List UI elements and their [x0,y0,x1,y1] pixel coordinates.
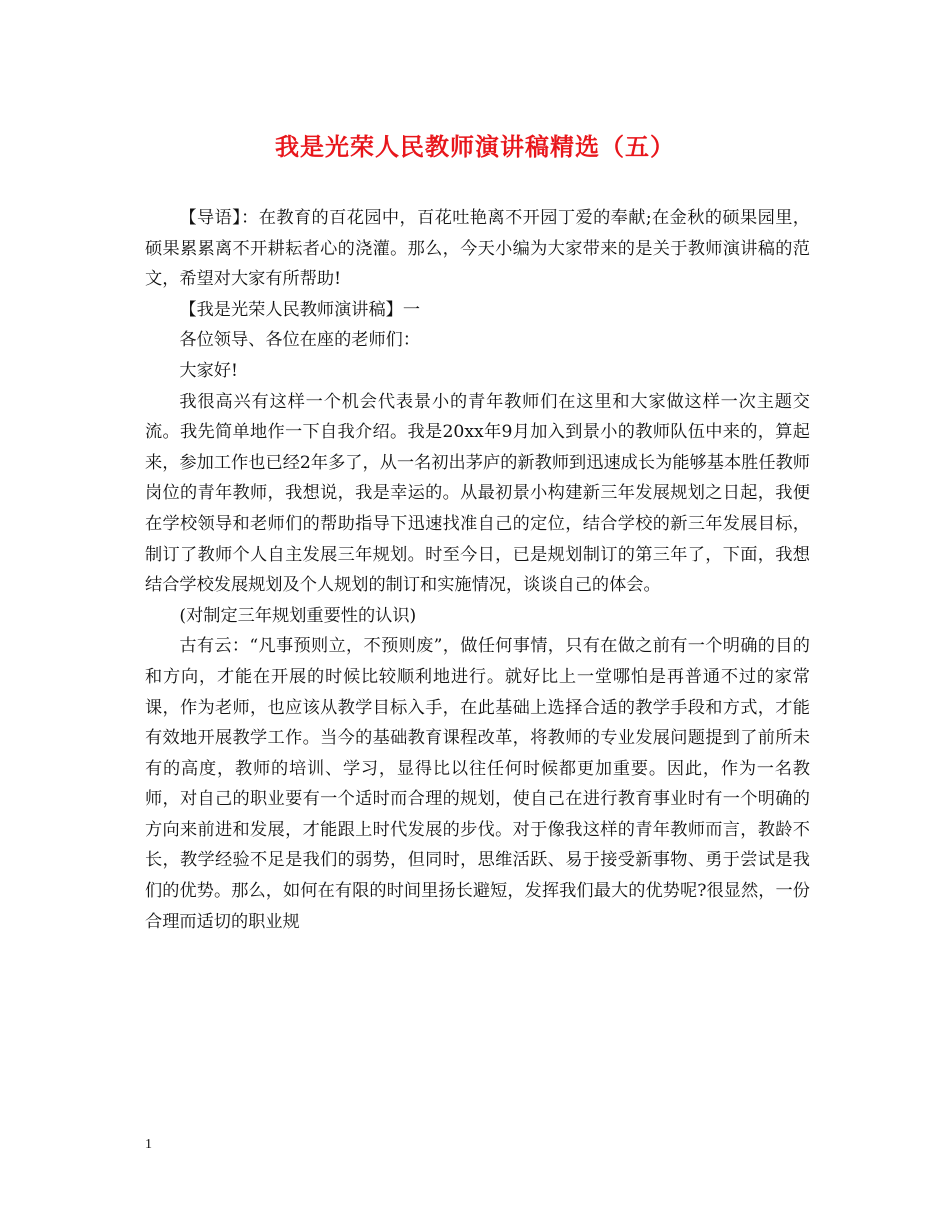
paragraph-self-introduction: 我很高兴有这样一个机会代表景小的青年教师们在这里和大家做这样一次主题交流。我先简单地作一下自我介绍。我是20xx年9月加入到景小的教师队伍中来的，算起来，参加工作也已经2年多了，从一名初出茅庐的新教师到迅速成长为能够基本胜任教师岗位的青年教师，我想说，我是幸运的。从最初景小构建新三年发展规划之日起，我便在学校领导和老师们的帮助指导下迅速找准自己的定位，结合学校的新三年发展目标，制订了教师个人自主发展三年规划。时至今日，已是规划制订的第三年了，下面，我想结合学校发展规划及个人规划的制订和实施情况，谈谈自己的体会。 [145,391,810,596]
page-number: 1 [145,1137,152,1152]
document-title: 我是光荣人民教师演讲稿精选（五） [275,132,675,161]
paragraph-subheading: (对制定三年规划重要性的认识) [179,605,417,626]
paragraph-section-heading: 【我是光荣人民教师演讲稿】一 [179,299,421,320]
paragraph-intro: 【导语】：在教育的百花园中，百花吐艳离不开园丁爱的奉献;在金秋的硕果园里，硕果累累离不开耕耘者心的浇灌。那么，今天小编为大家带来的是关于教师演讲稿的范文，希望对大家有所帮助! [145,208,810,290]
document-body [145,203,810,937]
paragraph-greeting: 大家好! [179,360,238,381]
paragraph-salutation: 各位领导、各位在座的老师们： [179,330,421,351]
paragraph-planning-importance: 古有云：“凡事预则立，不预则废”，做任何事情，只有在做之前有一个明确的目的和方向，才能在开展的时候比较顺利地进行。就好比上一堂哪怕是再普通不过的家常课，作为老师，也应该从教学目标入手，在此基础上选择合适的教学手段和方式，才能有效地开展教学工作。当今的基础教育课程改革，将教师的专业发展问题提到了前所未有的高度，教师的培训、学习，显得比以往任何时候都更加重要。因此，作为一名教师，对自己的职业要有一个适时而合理的规划，使自己在进行教育事业时有一个明确的方向来前进和发展，才能跟上时代发展的步伐。对于像我这样的青年教师而言，教龄不长，教学经验不足是我们的弱势，但同时，思维活跃、易于接受新事物、勇于尝试是我们的优势。那么，如何在有限的时间里扬长避短，发挥我们最大的优势呢?很显然，一份合理而适切的职业规 [145,636,810,932]
